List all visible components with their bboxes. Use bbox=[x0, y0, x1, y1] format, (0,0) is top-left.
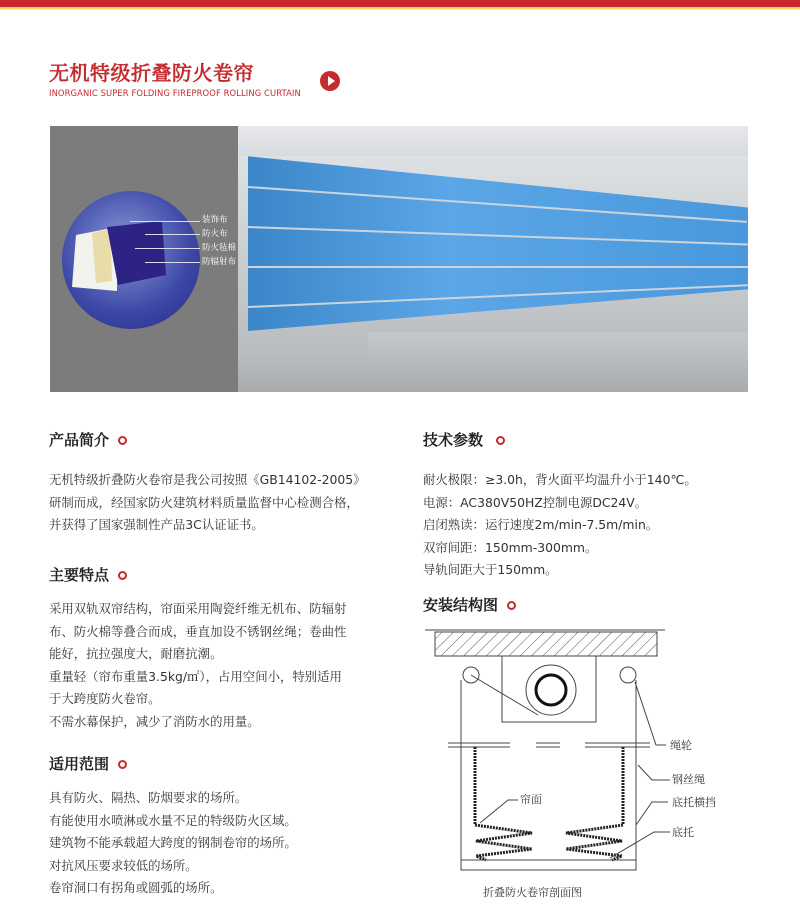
features-text: 采用双轨双帘结构，帘面采用陶瓷纤维无机布、防辐射 布、防火棉等叠合而成，垂直加设不锈钢丝绳；卷曲性 能好，抗拉强度大，耐磨抗潮。 重量轻（帘布重量3.5kg/㎡），占用空间小，特别适用 于大跨度防火卷帘。 不需水幕保护，减少了消防水的用量。 bbox=[49, 601, 347, 729]
section-heading-intro: 产品简介 bbox=[49, 431, 127, 449]
layer-diagram-circle bbox=[62, 191, 200, 329]
base-tray bbox=[461, 860, 636, 870]
hero-image bbox=[50, 126, 748, 392]
section-heading-scope: 适用范围 bbox=[49, 755, 127, 773]
rail bbox=[248, 266, 748, 268]
curtain-photo bbox=[238, 126, 748, 392]
folded-curtain bbox=[475, 747, 623, 860]
bullet-icon bbox=[496, 436, 505, 445]
ceiling-slab bbox=[435, 632, 657, 656]
leader-line bbox=[135, 248, 200, 249]
bullet-icon bbox=[118, 760, 127, 769]
layer-label: 防火布 bbox=[202, 229, 228, 239]
floor bbox=[368, 332, 748, 392]
leader-line bbox=[145, 262, 200, 263]
page-subtitle: INORGANIC SUPER FOLDING FIREPROOF ROLLING CURTAIN bbox=[49, 88, 301, 98]
layer-label: 装饰布 bbox=[202, 215, 228, 225]
layer-label: 防辐射布 bbox=[202, 257, 237, 267]
roller bbox=[526, 665, 576, 715]
play-circle-icon[interactable] bbox=[320, 71, 340, 91]
bullet-icon bbox=[118, 571, 127, 580]
section-heading-install: 安装结构图 bbox=[423, 596, 516, 614]
bullet-icon bbox=[118, 436, 127, 445]
installation-diagram bbox=[420, 620, 800, 885]
top-bar bbox=[0, 0, 800, 7]
intro-text: 无机特级折叠防火卷帘是我公司按照《GB14102-2005》 研制而成，经国家防火建筑材料质量监督中心检测合格， 并获得了国家强制性产品3C认证证书。 bbox=[49, 472, 366, 532]
bullet-icon bbox=[507, 601, 516, 610]
label-bar: 底托横挡 bbox=[672, 796, 716, 809]
leader-line bbox=[145, 234, 200, 235]
layer-label: 防火毡棉 bbox=[202, 243, 237, 253]
specs-text: 耐火极限：≥3.0h，背火面平均温升小于140℃。 电源：AC380V50HZ控制电源DC24V。 启闭熟读：运行速度2m/min-7.5m/min。 双帘间距：150mm-300mm。 导轨间距大于150mm。 bbox=[423, 472, 697, 577]
ceiling bbox=[238, 126, 748, 156]
scope-text: 具有防火、隔热、防烟要求的场所。 有能使用水喷淋或水量不足的特级防火区域。 建筑物不能承载超大跨度的钢制卷帘的场所。 对抗风压要求较低的场所。 卷帘洞口有拐角或圆弧的场所。 bbox=[49, 790, 297, 895]
pulley-right bbox=[620, 667, 636, 683]
label-pulley: 绳轮 bbox=[670, 739, 692, 752]
label-curtain: 帘面 bbox=[520, 793, 542, 806]
page-title: 无机特级折叠防火卷帘 bbox=[49, 61, 254, 85]
diagram-caption: 折叠防火卷帘剖面图 bbox=[483, 886, 582, 899]
label-wire: 钢丝绳 bbox=[672, 773, 705, 786]
top-accent-line bbox=[0, 7, 800, 10]
section-heading-features: 主要特点 bbox=[49, 566, 127, 584]
section-heading-specs: 技术参数 bbox=[423, 431, 505, 449]
leader-line bbox=[130, 221, 200, 222]
label-base: 底托 bbox=[672, 826, 694, 839]
